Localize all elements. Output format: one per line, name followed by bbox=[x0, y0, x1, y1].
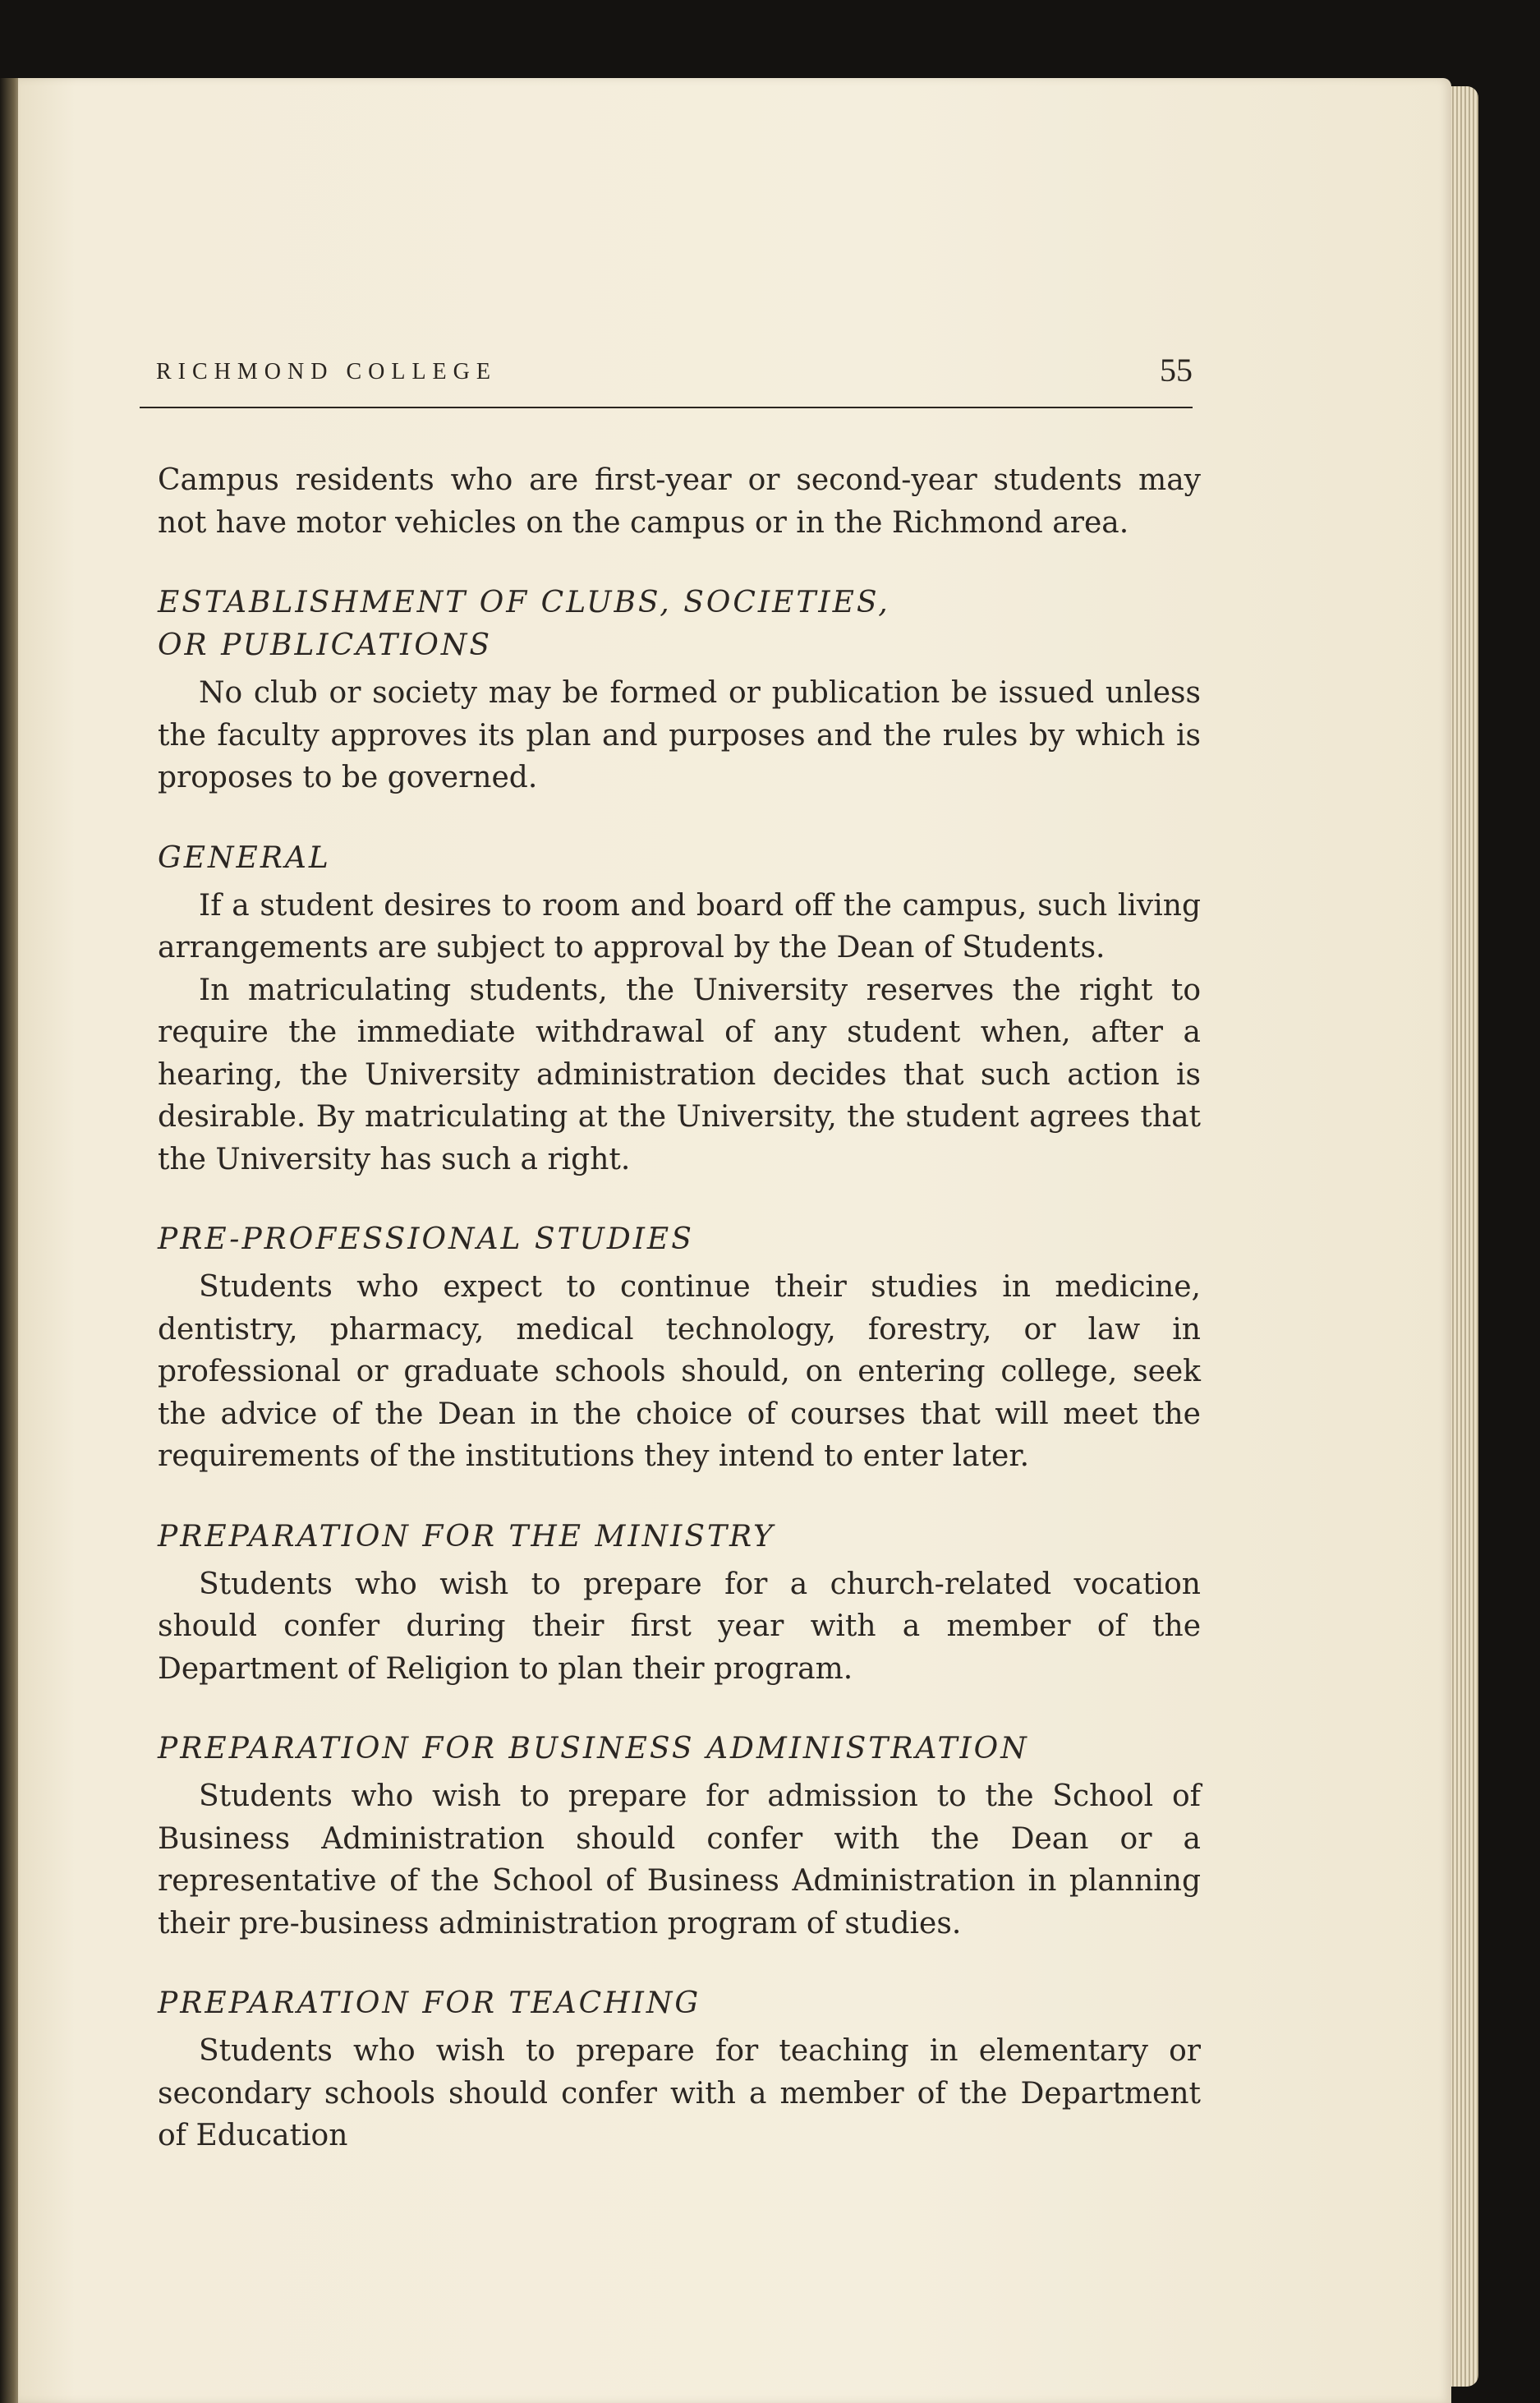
running-header bbox=[140, 283, 1193, 408]
section-business bbox=[158, 1728, 1201, 1945]
page bbox=[18, 78, 1451, 2403]
section-clubs bbox=[158, 582, 1201, 799]
section-paragraph: No club or society may be formed or publication be issued unless the faculty approves its plan and purposes and the rules by which is proposes to be governed. bbox=[158, 676, 1201, 794]
section-paragraph: Students who wish to prepare for teaching in elementary or secondary schools should confer with a member of the Department of Education bbox=[158, 2034, 1201, 2152]
section-heading: ESTABLISHMENT OF CLUBS, SOCIETIES, OR PUBLICATIONS bbox=[158, 586, 890, 662]
section-ministry bbox=[158, 1516, 1201, 1691]
intro-paragraph: Campus residents who are first-year or second-year students may not have motor vehicles on the campus or in the Richmond area. bbox=[158, 463, 1201, 540]
section-heading: PREPARATION FOR THE MINISTRY bbox=[158, 1519, 775, 1554]
running-head-title: RICHMOND COLLEGE bbox=[156, 359, 497, 384]
section-paragraph: In matriculating students, the University reserves the right to require the immediate withdrawal of any student when, after a hearing, the University administration decides that such action is desirable. By matriculating at the University, the student agrees that the University has such a right. bbox=[158, 973, 1201, 1176]
section-heading: PREPARATION FOR BUSINESS ADMINISTRATION bbox=[158, 1732, 1029, 1765]
section-heading: PREPARATION FOR TEACHING bbox=[158, 1986, 701, 2020]
section-paragraph: Students who expect to continue their studies in medicine, dentistry, pharmacy, medical technology, forestry, or law in professional or graduate schools should, on entering college, seek the advice of the Dean in the choice of courses that will meet the requirements of the institutions they intend to enter later. bbox=[158, 1270, 1201, 1473]
section-paragraph: Students who wish to prepare for a church-related vocation should confer during their first year with a member of the Department of Religion to plan their program. bbox=[158, 1567, 1201, 1686]
section-heading: GENERAL bbox=[158, 840, 331, 875]
section-paragraph: Students who wish to prepare for admission to the School of Business Administration should confer with the Dean or a representative of the School of Business Administration in planning their pre-business administration program of studies. bbox=[158, 1779, 1201, 1940]
section-heading: PRE-PROFESSIONAL STUDIES bbox=[158, 1222, 694, 1256]
body-text bbox=[158, 459, 1201, 2157]
section-teaching bbox=[158, 1982, 1201, 2157]
section-pre-professional bbox=[158, 1218, 1201, 1478]
section-paragraph: If a student desires to room and board off the campus, such living arrangements are subject to approval by the Dean of Students. bbox=[158, 888, 1201, 964]
page-number: 55 bbox=[1160, 352, 1193, 389]
section-general bbox=[158, 837, 1201, 1181]
